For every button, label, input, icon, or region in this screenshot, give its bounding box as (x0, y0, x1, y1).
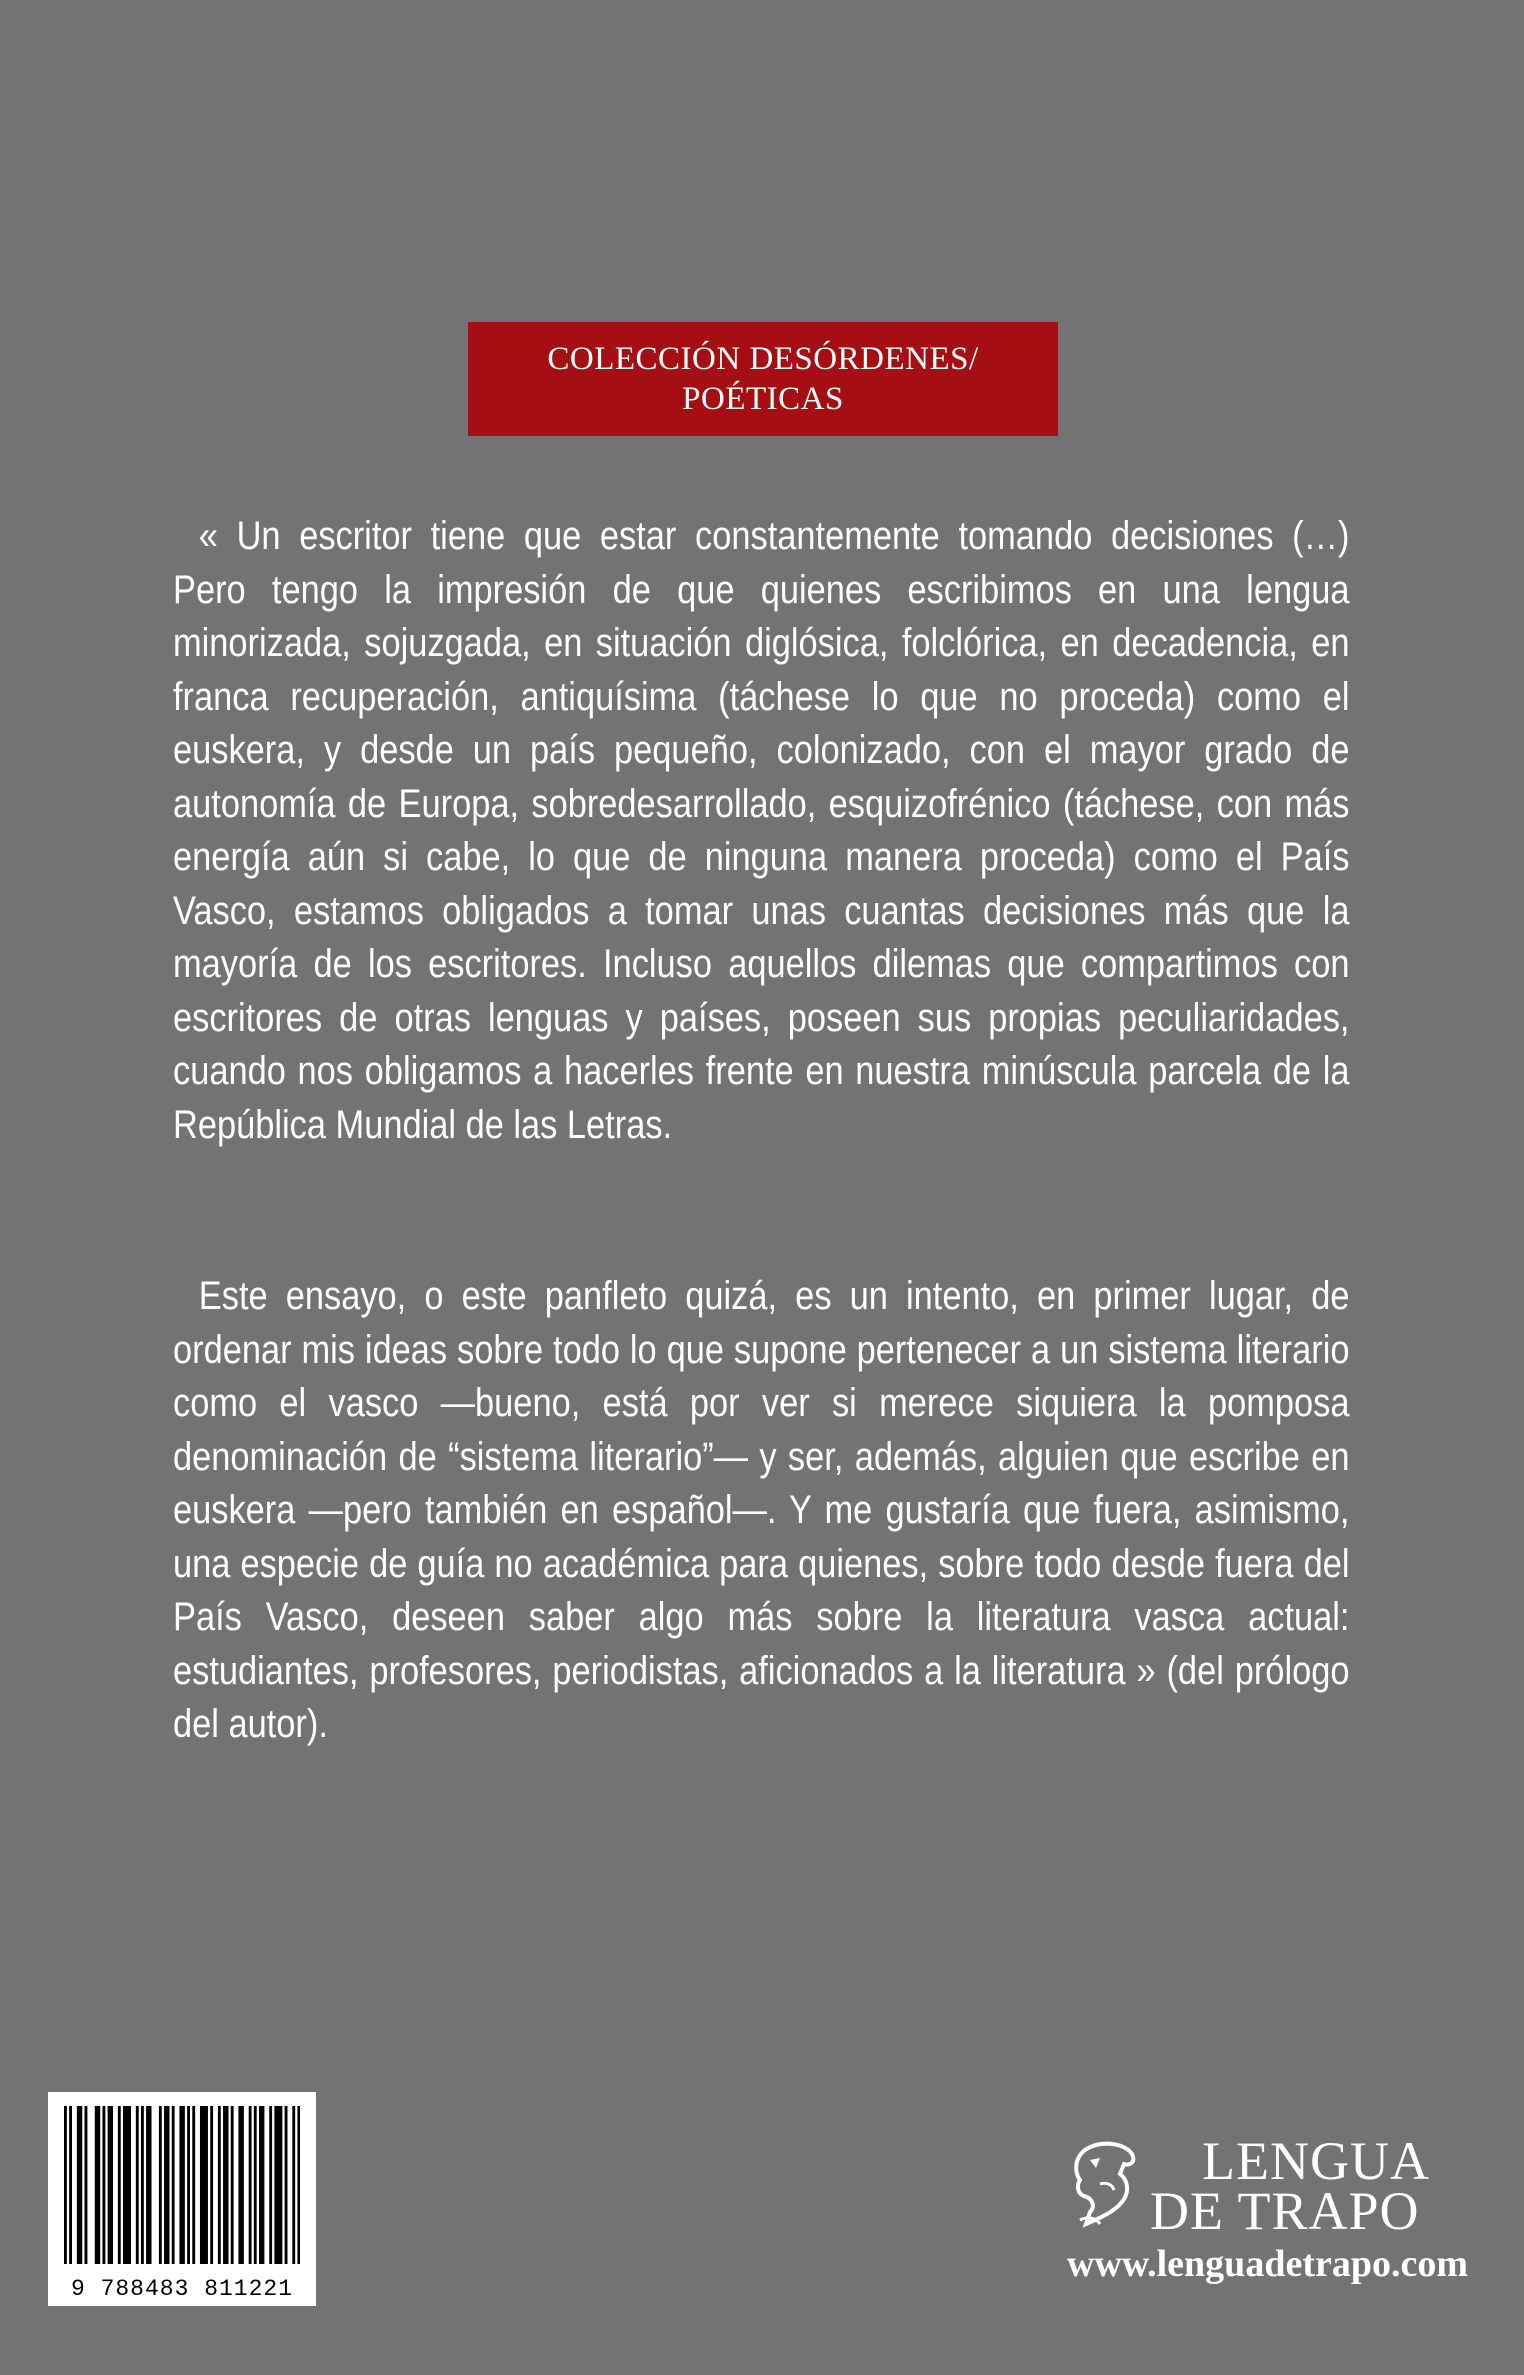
publisher-name-line1: LENGUA (1202, 2131, 1430, 2191)
barcode-bar (292, 2106, 295, 2264)
barcode-bar (69, 2106, 72, 2264)
barcode-bar (238, 2106, 241, 2264)
barcode-bar (79, 2106, 82, 2264)
barcode-bar (226, 2106, 229, 2264)
barcode-bar (118, 2106, 121, 2264)
barcode-bar (241, 2106, 244, 2264)
barcode (48, 2092, 316, 2306)
publisher-name (1150, 2131, 1470, 2241)
barcode-bar (179, 2106, 182, 2264)
barcode-bar (203, 2106, 206, 2264)
barcode-bar (172, 2106, 175, 2264)
barcode-bar (85, 2106, 88, 2264)
barcode-bar (182, 2106, 185, 2264)
blurb-paragraph-1-text: « Un escritor tiene que estar constantemente tomando decisiones (…) Pero tengo la impresión de que quienes escribimos en una lengua minorizada, sojuzgada, en situación diglósica, folclórica, en decadencia, en franca recuperación, antiquísima (táchese lo que no proceda) como el euskera, y desde un país pequeño, colonizado, con el mayor grado de autonomía de Europa, sobredesarrollado, esquizofrénico (táchese, con más energía aún si cabe, lo que de ninguna manera proceda) como el País Vasco, estamos obligados a tomar unas cuantas decisiones más que la mayoría de los escritores. Incluso aquellos dilemas que compartimos con escritores de otras lenguas y países, poseen sus propias peculiaridades, cuando nos obligamos a hacerles frente en nuestra minúscula parcela de la República Mundial de las Letras. (173, 514, 1350, 1147)
barcode-bar (231, 2106, 234, 2264)
barcode-bar (64, 2106, 67, 2264)
barcode-bar (269, 2106, 272, 2264)
barcode-bar (126, 2106, 129, 2264)
barcode-bar (77, 2106, 80, 2264)
barcode-bar (218, 2106, 221, 2264)
blurb-paragraph-1 (173, 510, 1349, 1152)
barcode-bar (192, 2106, 195, 2264)
blurb-paragraph-2 (173, 1270, 1349, 1752)
barcode-bar (159, 2106, 162, 2264)
collection-label-line1: COLECCIÓN DESÓRDENES/ (547, 341, 979, 377)
barcode-bar (108, 2106, 111, 2264)
barcode-bar (102, 2106, 105, 2264)
barcode-bar (164, 2106, 167, 2264)
barcode-bar (200, 2106, 203, 2264)
barcode-bar (262, 2106, 265, 2264)
barcode-bar (279, 2106, 282, 2264)
barcode-bar (277, 2106, 280, 2264)
barcode-bar (149, 2106, 152, 2264)
barcode-bars (64, 2106, 300, 2264)
barcode-bar (128, 2106, 131, 2264)
barcode-number: 9 788483 811221 (70, 2276, 294, 2302)
barcode-bar (205, 2106, 208, 2264)
barcode-bar (110, 2106, 113, 2264)
barcode-bar (210, 2106, 213, 2264)
barcode-bar (167, 2106, 170, 2264)
barcode-bar (274, 2106, 277, 2264)
publisher-name-line2: DE TRAPO (1150, 2181, 1420, 2241)
barcode-bar (136, 2106, 139, 2264)
barcode-bar (297, 2106, 300, 2264)
mask-icon (1070, 2140, 1150, 2228)
barcode-bar (97, 2106, 100, 2264)
collection-label-line2: POÉTICAS (682, 381, 844, 417)
barcode-bar (187, 2106, 190, 2264)
barcode-bar (141, 2106, 144, 2264)
collection-label (468, 322, 1058, 436)
blurb-paragraph-2-text: Este ensayo, o este panfleto quizá, es un intento, en primer lugar, de ordenar mis ideas sobre todo lo que supone pertenecer a un sistema literario como el vasco —bueno, está por ver si merece siquiera la pomposa denominación de “sistema literario”— y ser, además, alguien que escribe en euskera —pero también en español—. Y me gustaría que fuera, asimismo, una especie de guía no académica para quienes, sobre todo desde fuera del País Vasco, deseen saber algo más sobre la literatura vasca actual: estudiantes, profesores, periodistas, aficionados a la literatura » (del prólogo del autor). (173, 1274, 1350, 1746)
barcode-bar (146, 2106, 149, 2264)
barcode-bar (249, 2106, 252, 2264)
barcode-bar (95, 2106, 98, 2264)
barcode-bar (123, 2106, 126, 2264)
barcode-bar (285, 2106, 288, 2264)
barcode-bar (254, 2106, 257, 2264)
barcode-bar (259, 2106, 262, 2264)
publisher-url: www.lenguadetrapo.com (1066, 2243, 1468, 2285)
barcode-bar (223, 2106, 226, 2264)
